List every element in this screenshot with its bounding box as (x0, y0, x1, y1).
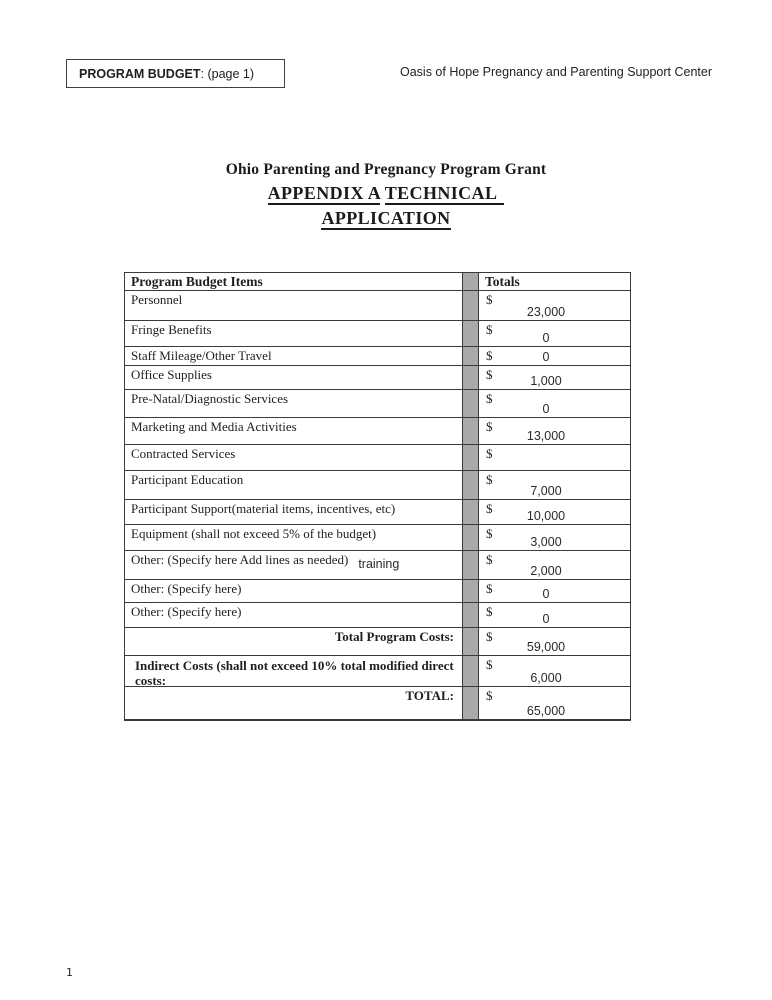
separator-column (463, 390, 479, 417)
budget-total-cell (479, 500, 630, 524)
budget-item-label: Equipment (shall not exceed 5% of the budget) (125, 525, 463, 550)
budget-table (124, 272, 631, 721)
separator-column (463, 418, 479, 444)
currency-symbol: $ (486, 657, 493, 672)
title-line1: Ohio Parenting and Pregnancy Program Grant (225, 161, 547, 178)
table-row (125, 390, 630, 418)
separator-column (463, 603, 479, 627)
table-row (125, 321, 630, 347)
budget-amount: 1,000 (530, 374, 562, 388)
currency-symbol: $ (486, 604, 493, 619)
currency-symbol: $ (486, 581, 493, 596)
budget-item-label: Participant Support(material items, incentives, etc) (125, 500, 463, 524)
budget-item-label: Contracted Services (125, 445, 463, 470)
table-row (125, 603, 630, 628)
currency-symbol: $ (486, 419, 493, 434)
title-technical: TECHNICAL (385, 183, 505, 205)
indirect-costs-row (125, 656, 630, 687)
budget-item-fill-in: training (358, 557, 400, 571)
budget-item-label: Staff Mileage/Other Travel (125, 347, 463, 365)
budget-amount: 0 (542, 331, 550, 345)
table-row (125, 291, 630, 321)
grand-total-row (125, 687, 630, 719)
budget-amount: 0 (542, 612, 550, 626)
budget-amount: 13,000 (526, 429, 566, 443)
budget-amount: 2,000 (530, 564, 562, 578)
currency-symbol: $ (486, 552, 493, 567)
indirect-costs-label: Indirect Costs (shall not exceed 10% total modified direct costs: (125, 656, 463, 686)
budget-item-label: Marketing and Media Activities (125, 418, 463, 444)
table-row (125, 500, 630, 525)
items-column-header: Program Budget Items (125, 273, 463, 290)
separator-column (463, 366, 479, 389)
budget-total-cell (479, 366, 630, 389)
grand-total-amount: 65,000 (526, 704, 566, 718)
budget-total-cell (479, 347, 630, 365)
document-title (0, 161, 772, 229)
budget-amount: 0 (542, 402, 550, 416)
currency-symbol: $ (486, 391, 493, 406)
separator-column (463, 321, 479, 346)
budget-amount: 0 (542, 350, 550, 364)
currency-symbol: $ (486, 367, 493, 382)
budget-total-cell (479, 471, 630, 499)
budget-total-cell (479, 291, 630, 320)
title-application: APPLICATION (321, 208, 451, 228)
title-appendix: APPENDIX A (267, 183, 381, 203)
budget-item-label: Personnel (125, 291, 463, 320)
separator-column (463, 687, 479, 719)
currency-symbol: $ (486, 322, 493, 337)
budget-amount: 0 (542, 587, 550, 601)
separator-column (463, 291, 479, 320)
table-row (125, 418, 630, 445)
table-row (125, 445, 630, 471)
budget-total-cell (479, 390, 630, 417)
separator-column (463, 273, 479, 290)
budget-item-label: Other: (Specify here) (125, 603, 463, 627)
budget-total-cell (479, 628, 630, 655)
separator-column (463, 525, 479, 550)
budget-total-cell (479, 551, 630, 579)
separator-column (463, 347, 479, 365)
budget-item-text: Other: (Specify here Add lines as needed) (131, 552, 349, 567)
organization-name: Oasis of Hope Pregnancy and Parenting Support Center (400, 65, 712, 79)
budget-item-label: Participant Education (125, 471, 463, 499)
totals-column-header: Totals (485, 274, 520, 289)
budget-item-label: Pre-Natal/Diagnostic Services (125, 390, 463, 417)
currency-symbol: $ (486, 629, 493, 644)
separator-column (463, 628, 479, 655)
page-number: 1 (66, 966, 73, 979)
table-row (125, 551, 630, 580)
budget-item-label (125, 551, 463, 579)
budget-total-cell (479, 580, 630, 602)
indirect-costs-amount: 6,000 (530, 671, 562, 685)
program-budget-page-label: : (page 1) (200, 66, 255, 81)
budget-item-label: Office Supplies (125, 366, 463, 389)
currency-symbol: $ (486, 688, 493, 703)
total-program-costs-label: Total Program Costs: (125, 628, 463, 655)
budget-total-cell (479, 445, 630, 470)
separator-column (463, 500, 479, 524)
separator-column (463, 551, 479, 579)
separator-column (463, 445, 479, 470)
budget-amount: 23,000 (526, 305, 566, 319)
currency-symbol: $ (486, 292, 493, 307)
separator-column (463, 580, 479, 602)
table-row (125, 471, 630, 500)
grand-total-label: TOTAL: (125, 687, 463, 719)
table-header-row (125, 273, 630, 291)
table-row (125, 366, 630, 390)
table-row (125, 525, 630, 551)
currency-symbol: $ (486, 501, 493, 516)
budget-item-label: Fringe Benefits (125, 321, 463, 346)
budget-total-cell (479, 603, 630, 627)
budget-total-cell (479, 525, 630, 550)
budget-amount: 7,000 (530, 484, 562, 498)
program-budget-label: PROGRAM BUDGET (79, 66, 201, 81)
budget-amount: 10,000 (526, 509, 566, 523)
budget-total-cell (479, 321, 630, 346)
budget-total-cell (479, 656, 630, 686)
currency-symbol: $ (486, 526, 493, 541)
currency-symbol: $ (486, 446, 493, 461)
title-line3 (0, 207, 772, 229)
budget-total-cell (479, 418, 630, 444)
total-program-costs-amount: 59,000 (526, 640, 566, 654)
total-program-costs-row (125, 628, 630, 656)
currency-symbol: $ (486, 472, 493, 487)
budget-total-cell (479, 687, 630, 719)
separator-column (463, 656, 479, 686)
budget-amount: 3,000 (530, 535, 562, 549)
currency-symbol: $ (486, 348, 493, 363)
program-budget-box (66, 59, 285, 88)
table-row (125, 347, 630, 366)
separator-column (463, 471, 479, 499)
title-line2 (0, 182, 772, 204)
budget-item-label: Other: (Specify here) (125, 580, 463, 602)
table-row (125, 580, 630, 603)
